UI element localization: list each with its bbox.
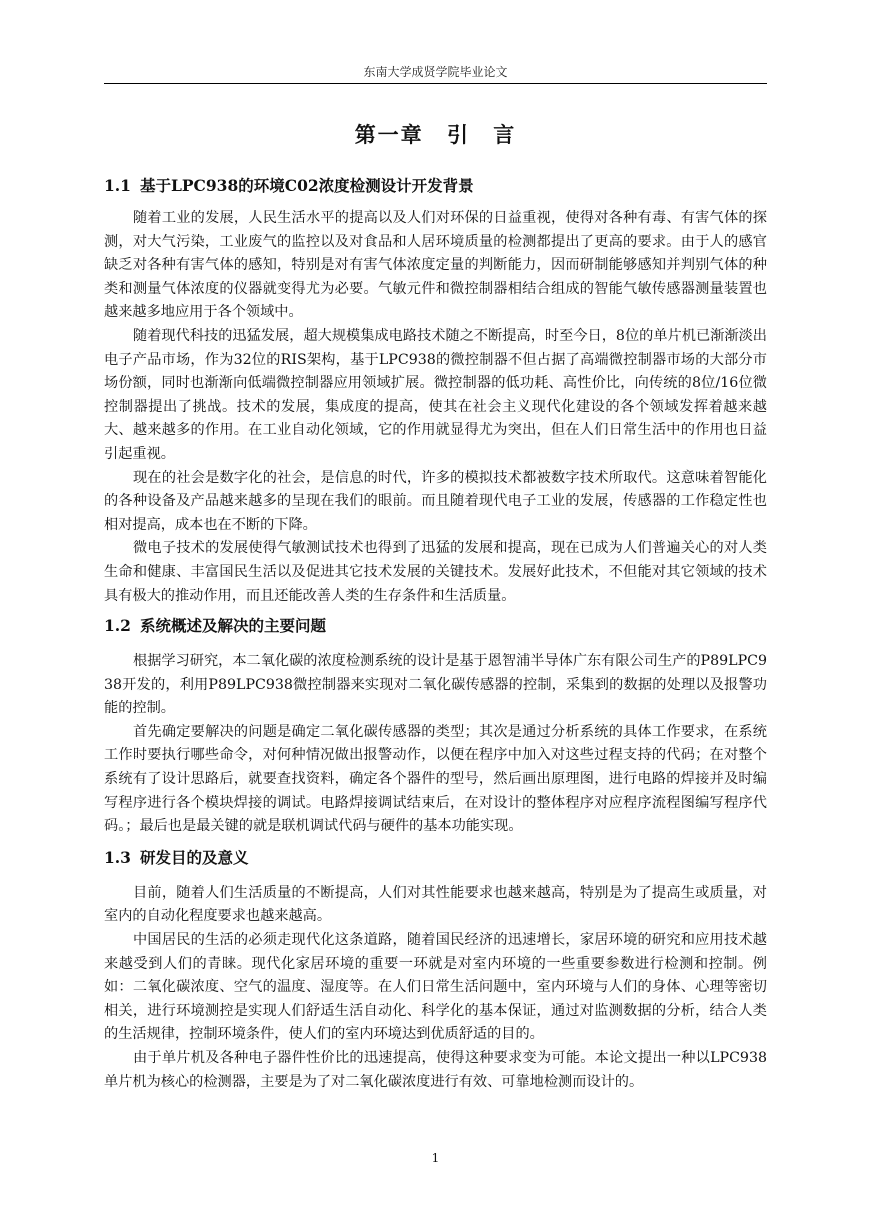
section-title: 系统概述及解决的主要问题 (140, 616, 327, 636)
section-heading-1-1 (104, 175, 767, 197)
paragraph: 由于单片机及各种电子器件性价比的迅速提高，使得这种要求变为可能。本论文提出一种以LPC938单片机为核心的检测器，主要是为了对二氧化碳浓度进行有效、可靠地检测而设计的。 (104, 1050, 767, 1090)
section-heading-1-3 (104, 847, 767, 869)
section-heading-1-2 (104, 615, 767, 637)
paragraph: 微电子技术的发展使得气敏测试技术也得到了迅猛的发展和提高，现在已成为人们普遍关心的对人类生命和健康、丰富国民生活以及促进其它技术发展的关键技术。发展好此技术，不但能对其它领域的技术具有极大的推动作用，而且还能改善人类的生存条件和生活质量。 (104, 540, 767, 604)
paragraph: 现在的社会是数字化的社会，是信息的时代，许多的模拟技术都被数字技术所取代。这意味着智能化的各种设备及产品越来越多的呈现在我们的眼前。而且随着现代电子工业的发展，传感器的工作稳定性也相对提高，成本也在不断的下降。 (104, 469, 767, 533)
section-title: 基于LPC938的环境C02浓度检测设计开发背景 (140, 176, 474, 195)
section-number: 1.3 (104, 847, 131, 867)
chapter-content (104, 175, 767, 1094)
running-header: 东南大学成贤学院毕业论文 (363, 65, 508, 79)
chapter-title: 第一章 引 言 (354, 122, 517, 147)
paragraph: 根据学习研究，本二氧化碳的浓度检测系统的设计是基于恩智浦半导体广东有限公司生产的P89LPC938开发的，利用P89LPC938微控制器来实现对二氧化碳传感器的控制，采集到的数据的处理以及报警功能的控制。 (104, 653, 767, 717)
section-number: 1.2 (104, 616, 131, 636)
page-number: 1 (431, 1151, 440, 1165)
paragraph: 目前，随着人们生活质量的不断提高，人们对其性能要求也越来越高，特别是为了提高生或质量，对室内的自动化程度要求也越来越高。 (104, 884, 767, 925)
header-rule (104, 83, 767, 84)
paragraph: 首先确定要解决的问题是确定二氧化碳传感器的类型；其次是通过分析系统的具体工作要求，在系统工作时要执行哪些命令，对何种情况做出报警动作，以便在程序中加入对这些过程支持的代码；在对整个系统有了设计思路后，就要查找资料，确定各个器件的型号，然后画出原理图，进行电路的焊接并及时编写程序进行各个模块焊接的调试。电路焊接调试结束后，在对设计的整体程序对应程序流程图编写程序代码。；最后也是最关键的就是联机调试代码与硬件的基本功能实现。 (104, 723, 767, 835)
paragraph: 随着现代科技的迅猛发展，超大规模集成电路技术随之不断提高，时至今日，8位的单片机已渐渐淡出电子产品市场，作为32位的RIS架构，基于LPC938的微控制器不但占据了高端微控制器市场的大部分市场份额，同时也渐渐向低端微控制器应用领域扩展。微控制器的低功耗、高性价比，向传统的8位/16位微控制器提出了挑战。技术的发展，集成度的提高，使其在社会主义现代化建设的各个领域发挥着越来越大、越来越多的作用。在工业自动化领域，它的作用就显得尤为突出，但在人们日常生活中的作用也日益引起重视。 (104, 327, 767, 462)
paragraph: 中国居民的生活的必须走现代化这条道路，随着国民经济的迅速增长，家居环境的研究和应用技术越来越受到人们的青睐。现代化家居环境的重要一环就是对室内环境的一些重要参数进行检测和控制。例如：二氧化碳浓度、空气的温度、湿度等。在人们日常生活问题中，室内环境与人们的身体、心理等密切相关，进行环境测控是实现人们舒适生活自动化、科学化的基本保证，通过对监测数据的分析，结合人类的生活规律，控制环境条件，使人们的室内环境达到优质舒适的目的。 (104, 932, 767, 1043)
paragraph: 随着工业的发展，人民生活水平的提高以及人们对环保的日益重视，使得对各种有毒、有害气体的探测，对大气污染，工业废气的监控以及对食品和人居环境质量的检测都提出了更高的要求。由于人的感官缺乏对各种有害气体的感知，特别是对有害气体浓度定量的判断能力，因而研制能够感知并判别气体的种类和测量气体浓度的仪器就变得尤为必要。气敏元件和微控制器相结合组成的智能气敏传感器测量装置也越来越多地应用于各个领域中。 (104, 210, 767, 321)
section-title: 研发目的及意义 (140, 847, 249, 867)
section-number: 1.1 (104, 176, 131, 195)
